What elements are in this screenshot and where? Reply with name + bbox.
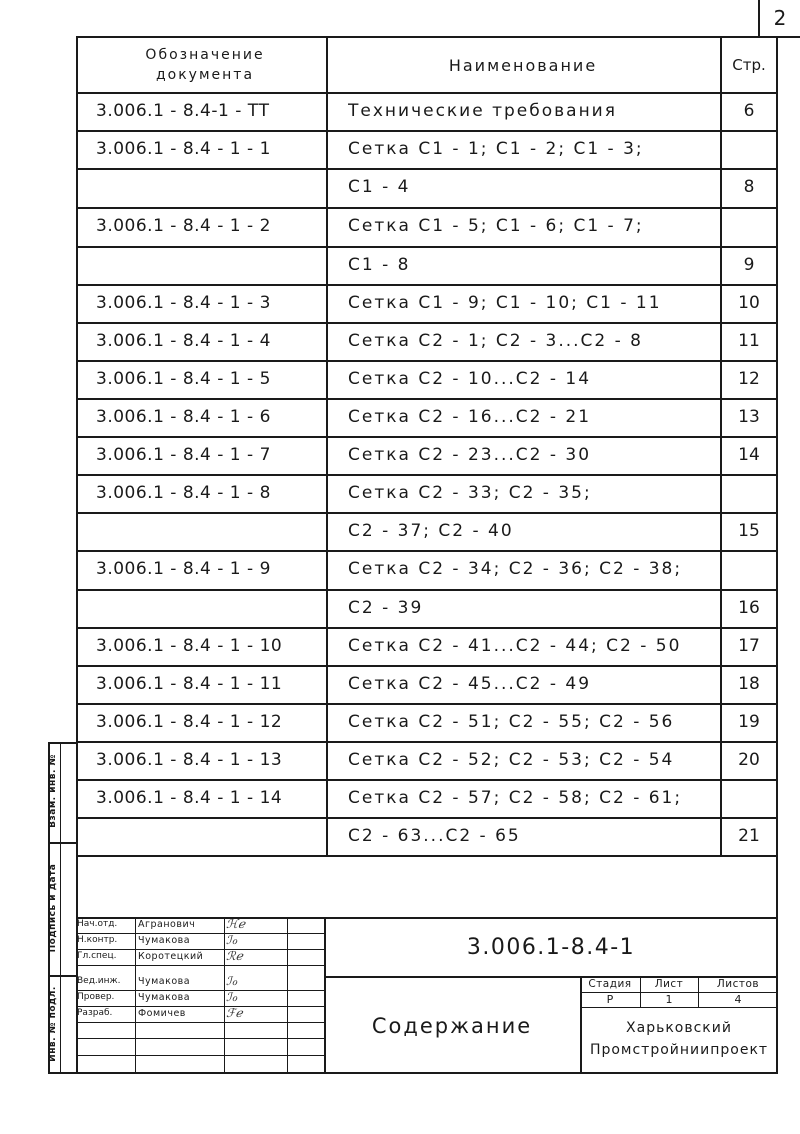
- handwritten-signature: ℐℴ: [226, 974, 238, 988]
- table-row-divider: [76, 168, 778, 170]
- row-page: 8: [743, 177, 755, 197]
- signature-role: Разраб.: [77, 1008, 113, 1018]
- sheet-number-box-border: [758, 0, 760, 36]
- sheet-value: 1: [665, 993, 673, 1006]
- row-name: Сетка С2 - 10...С2 - 14: [348, 369, 592, 389]
- row-page: [722, 550, 776, 588]
- table-row-divider: [76, 741, 778, 743]
- row-name: С2 - 39: [348, 598, 424, 618]
- row-name: Сетка С2 - 45...С2 - 49: [348, 674, 592, 694]
- handwritten-signature: ℐℴ: [226, 990, 238, 1004]
- row-designation: 3.006.1 - 8.4 - 1 - 9: [96, 559, 271, 579]
- row-designation: 3.006.1 - 8.4 - 1 - 3: [96, 293, 271, 313]
- row-page: 20: [738, 750, 760, 770]
- table-row-divider: [76, 474, 778, 476]
- signature-row-line: [76, 990, 324, 991]
- signature-col-name: [224, 917, 225, 1074]
- row-designation: [96, 246, 324, 284]
- side-label-sign-date: Подпись и дата: [48, 863, 58, 953]
- side-stamp-divider-1: [48, 842, 76, 844]
- row-page: [722, 207, 776, 245]
- stage-label: Стадия: [588, 978, 632, 990]
- handwritten-signature: ℱℯ: [226, 1006, 243, 1020]
- signature-row-line: [76, 1006, 324, 1007]
- row-designation: 3.006.1 - 8.4 - 1 - 11: [96, 674, 283, 694]
- signature-row-line: [76, 1022, 324, 1023]
- row-name: Сетка С2 - 1; С2 - 3...С2 - 8: [348, 331, 643, 351]
- row-name: С2 - 37; С2 - 40: [348, 521, 514, 541]
- row-name: С2 - 63...С2 - 65: [348, 826, 521, 846]
- row-designation: [96, 512, 324, 550]
- row-designation: 3.006.1 - 8.4 - 1 - 5: [96, 369, 271, 389]
- row-page: 9: [743, 255, 755, 275]
- table-row-divider: [76, 398, 778, 400]
- signature-row-line: [76, 1055, 324, 1056]
- row-name: С1 - 8: [348, 255, 411, 275]
- row-page: [722, 474, 776, 512]
- row-page: 21: [738, 826, 760, 846]
- signature-name: Коротецкий: [138, 951, 204, 962]
- table-row-divider: [76, 130, 778, 132]
- row-designation: 3.006.1 - 8.4 - 1 - 7: [96, 445, 271, 465]
- row-designation: 3.006.1 - 8.4 - 1 - 2: [96, 216, 271, 236]
- table-row-divider: [76, 550, 778, 552]
- side-stamp-inner-line: [60, 742, 61, 1074]
- row-page: 12: [738, 369, 760, 389]
- signature-col-role: [135, 917, 136, 1074]
- row-page: 17: [738, 636, 760, 656]
- sheet-number: 2: [773, 6, 789, 30]
- stage-value: Р: [606, 993, 614, 1006]
- row-designation: [96, 168, 324, 206]
- row-page: [722, 779, 776, 817]
- signature-role: Н.контр.: [77, 935, 118, 945]
- row-designation: 3.006.1 - 8.4 - 1 - 1: [96, 139, 271, 159]
- header-page: Стр.: [732, 56, 766, 74]
- signature-role: Нач.отд.: [77, 919, 118, 929]
- row-designation: 3.006.1 - 8.4 - 1 - 4: [96, 331, 271, 351]
- row-name: Сетка С1 - 5; С1 - 6; С1 - 7;: [348, 216, 644, 236]
- handwritten-signature: ℋℯ: [226, 917, 245, 931]
- row-page: 6: [743, 101, 755, 121]
- table-row-divider: [76, 207, 778, 209]
- signature-row-line: [76, 933, 324, 934]
- signature-role: Гл.спец.: [77, 951, 117, 961]
- table-bottom-line: [76, 855, 778, 857]
- stage-value-line: [580, 1007, 778, 1008]
- row-designation: 3.006.1 - 8.4 - 1 - 14: [96, 788, 283, 808]
- row-designation: 3.006.1 - 8.4 - 1 - 8: [96, 483, 271, 503]
- row-page: 15: [738, 521, 760, 541]
- row-name: С1 - 4: [348, 177, 411, 197]
- signature-row-line: [76, 965, 324, 966]
- row-name: Сетка С1 - 9; С1 - 10; С1 - 11: [348, 293, 662, 313]
- sheets-value: 4: [734, 993, 742, 1006]
- sheet-label: Лист: [654, 978, 684, 990]
- signature-name: Фомичев: [138, 1008, 186, 1019]
- table-row-divider: [76, 817, 778, 819]
- table-row-divider: [76, 360, 778, 362]
- signature-name: Агранович: [138, 919, 196, 930]
- signature-name: Чумакова: [138, 992, 191, 1003]
- table-row-divider: [76, 627, 778, 629]
- signature-role: Вед.инж.: [77, 976, 121, 986]
- row-name: Сетка С2 - 51; С2 - 55; С2 - 56: [348, 712, 675, 732]
- signature-name: Чумакова: [138, 935, 191, 946]
- column-divider-code: [326, 36, 328, 856]
- table-row-divider: [76, 322, 778, 324]
- row-name: Сетка С2 - 34; С2 - 36; С2 - 38;: [348, 559, 683, 579]
- row-name: Технические требования: [348, 101, 617, 121]
- header-name: Наименование: [448, 55, 598, 75]
- row-name: Сетка С2 - 16...С2 - 21: [348, 407, 592, 427]
- frame-top-line: [76, 36, 800, 38]
- row-designation: 3.006.1 - 8.4 - 1 - 6: [96, 407, 271, 427]
- organization-name: Харьковский Промстройниипроект: [589, 1020, 769, 1058]
- table-row-divider: [76, 436, 778, 438]
- table-row-divider: [76, 779, 778, 781]
- row-designation: 3.006.1 - 8.4-1 - ТТ: [96, 101, 270, 121]
- handwritten-signature: ℛℯ: [226, 949, 243, 963]
- row-page: 13: [738, 407, 760, 427]
- row-designation: 3.006.1 - 8.4 - 1 - 12: [96, 712, 283, 732]
- row-designation: [96, 589, 324, 627]
- signature-col-sign: [287, 917, 288, 1074]
- table-row-divider: [76, 512, 778, 514]
- row-name: Сетка С2 - 41...С2 - 44; С2 - 50: [348, 636, 682, 656]
- row-name: Сетка С2 - 57; С2 - 58; С2 - 61;: [348, 788, 683, 808]
- row-designation: 3.006.1 - 8.4 - 1 - 10: [96, 636, 283, 656]
- table-row-divider: [76, 665, 778, 667]
- row-name: Сетка С2 - 52; С2 - 53; С2 - 54: [348, 750, 675, 770]
- row-page: 10: [738, 293, 760, 313]
- header-designation: Обозначение документа: [145, 47, 265, 83]
- table-row-divider: [76, 589, 778, 591]
- table-row-divider: [76, 246, 778, 248]
- signature-row-line: [76, 1038, 324, 1039]
- row-page: 14: [738, 445, 760, 465]
- signature-row-line: [76, 949, 324, 950]
- row-name: Сетка С2 - 23...С2 - 30: [348, 445, 592, 465]
- row-page: 18: [738, 674, 760, 694]
- document-title: Содержание: [371, 1014, 533, 1038]
- signature-role: Провер.: [77, 992, 115, 1002]
- signature-name: Чумакова: [138, 976, 191, 987]
- table-row-divider: [76, 284, 778, 286]
- row-name: Сетка С2 - 33; С2 - 35;: [348, 483, 592, 503]
- side-label-inv-original: Инв. № подл.: [48, 986, 58, 1062]
- handwritten-signature: ℐℴ: [226, 933, 238, 947]
- row-page: 19: [738, 712, 760, 732]
- document-code: 3.006.1-8.4-1: [466, 934, 636, 960]
- row-designation: [96, 817, 324, 855]
- table-row-divider: [76, 703, 778, 705]
- row-page: 11: [738, 331, 760, 351]
- side-label-inv-replace: Взам. инв. №: [48, 754, 58, 828]
- sheets-label: Листов: [716, 978, 760, 990]
- row-page: [722, 130, 776, 168]
- row-name: Сетка С1 - 1; С1 - 2; С1 - 3;: [348, 139, 644, 159]
- row-page: 16: [738, 598, 760, 618]
- frame-bottom-line: [48, 1072, 778, 1074]
- row-designation: 3.006.1 - 8.4 - 1 - 13: [96, 750, 283, 770]
